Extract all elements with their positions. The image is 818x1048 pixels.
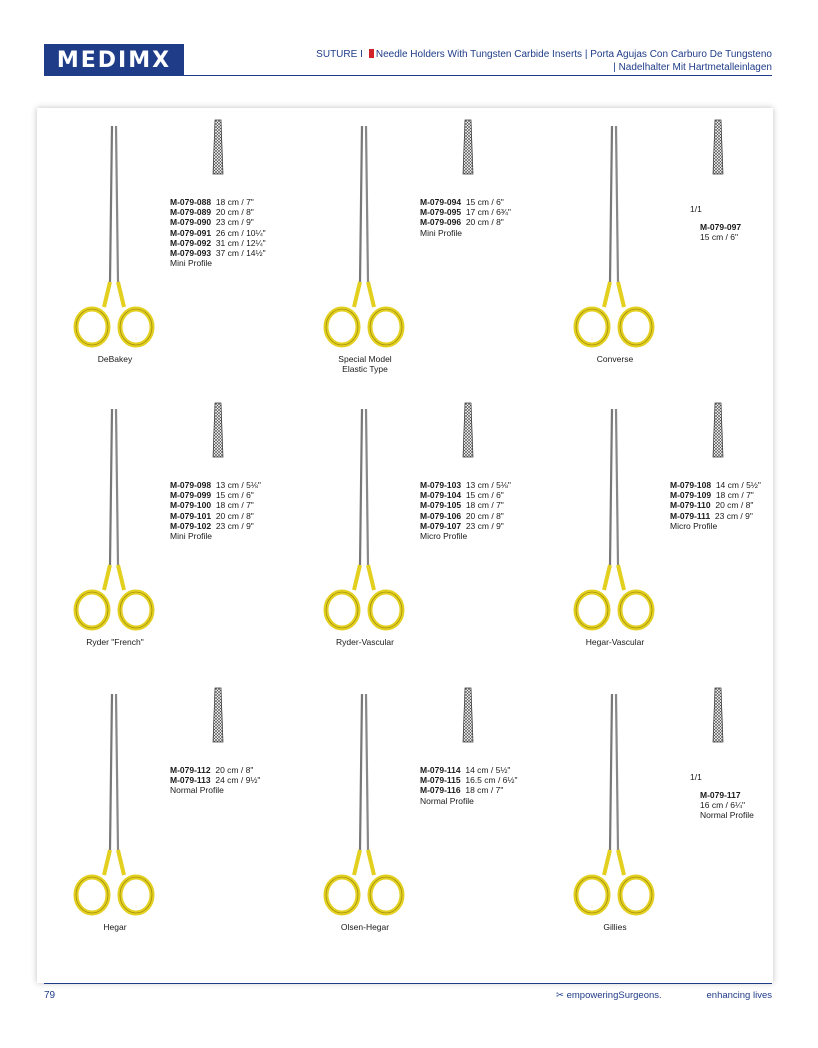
product-size: 18 cm / 7" <box>461 500 504 511</box>
jaw-insert-detail <box>460 118 476 183</box>
product-code: M-079-093 <box>170 248 212 259</box>
product-code-row <box>420 785 518 795</box>
product-code-row <box>420 197 511 207</box>
flag-icon <box>369 49 374 58</box>
product-size: 23 cm / 9" <box>211 217 254 228</box>
product-size: 17 cm / 6¾" <box>461 207 511 218</box>
product-code-row <box>170 765 260 775</box>
product-size: 20 cm / 8" <box>710 500 754 511</box>
instrument-name: Olsen-Hegar <box>340 922 390 932</box>
medimx-logo: MEDIMX <box>44 44 184 76</box>
product-code-row <box>420 500 511 510</box>
product-codes <box>670 480 761 531</box>
product-size: 14 cm / 5½" <box>460 765 511 775</box>
profile-label: Mini Profile <box>170 258 213 269</box>
product-code: M-079-094 <box>420 197 462 207</box>
profile-label: Micro Profile <box>420 531 468 542</box>
instrument-name: Converse <box>596 354 634 364</box>
product-size: 15 cm / 6" <box>461 490 504 501</box>
product-size: 14 cm / 5½" <box>711 480 761 490</box>
product-size: 20 cm / 8" <box>210 765 254 775</box>
product-codes <box>700 790 754 821</box>
profile-label: Normal Profile <box>700 810 754 821</box>
product-code-row <box>420 765 518 775</box>
product-code: M-079-098 <box>170 480 212 490</box>
profile-label: Mini Profile <box>170 531 213 542</box>
product-code-row <box>170 217 266 227</box>
instrument-name: Hegar <box>103 922 127 932</box>
product-codes <box>170 197 266 268</box>
jaw-insert-detail <box>460 401 476 466</box>
product-size: 23 cm / 9" <box>710 510 753 521</box>
product-code: M-079-109 <box>670 490 712 501</box>
needle-holder-illustration <box>320 690 410 925</box>
product-code-row <box>170 228 266 238</box>
product-code-row <box>170 238 266 248</box>
product-card <box>40 680 285 970</box>
product-size: 20 cm / 8" <box>461 510 504 521</box>
product-size: 18 cm / 7" <box>211 197 254 207</box>
product-code: M-079-110 <box>670 500 711 511</box>
product-codes <box>700 222 741 242</box>
product-codes <box>420 765 518 806</box>
scissors-icon: ✂ <box>556 990 564 1001</box>
footer-tagline-2: enhancing lives <box>706 990 772 1001</box>
product-card <box>290 112 535 402</box>
product-size: 37 cm / 14½" <box>211 248 266 259</box>
product-size: 15 cm / 6" <box>700 232 738 243</box>
product-code-row <box>170 500 261 510</box>
header-divider <box>44 75 772 76</box>
product-card <box>290 680 535 970</box>
product-code: M-079-091 <box>170 227 212 238</box>
header-title-1: Needle Holders With Tungsten Carbide Inserts | Porta Agujas Con Carburo De Tungsteno <box>375 49 772 60</box>
product-code-row <box>420 480 511 490</box>
product-code-row <box>170 511 261 521</box>
product-code-row <box>170 775 260 785</box>
jaw-insert-detail <box>210 118 226 183</box>
jaw-insert-detail <box>210 401 226 466</box>
product-code: M-079-106 <box>420 510 462 521</box>
product-code-row <box>670 490 761 500</box>
product-code: M-079-099 <box>170 490 212 501</box>
needle-holder-illustration <box>320 122 410 357</box>
jaw-insert-detail <box>210 686 226 751</box>
product-code: M-079-117 <box>700 790 741 800</box>
product-code-row <box>420 207 511 217</box>
jaw-insert-detail <box>710 401 726 466</box>
product-size: 24 cm / 9½" <box>210 775 261 786</box>
profile-label: Normal Profile <box>420 795 474 806</box>
product-code-row <box>170 248 266 258</box>
product-code-row <box>700 790 754 800</box>
product-code: M-079-092 <box>170 237 212 248</box>
product-codes <box>420 480 511 541</box>
product-card <box>290 395 535 685</box>
product-codes <box>170 480 261 541</box>
product-code: M-079-112 <box>170 765 211 775</box>
product-code: M-079-095 <box>420 207 462 218</box>
scale-label: 1/1 <box>690 204 702 214</box>
product-code: M-079-101 <box>170 510 212 521</box>
product-code: M-079-097 <box>700 222 742 232</box>
product-code-row <box>420 511 511 521</box>
product-size: 23 cm / 9" <box>211 520 254 531</box>
product-code: M-079-090 <box>170 217 212 228</box>
product-card <box>540 112 785 402</box>
product-code: M-079-111 <box>670 510 711 521</box>
product-code-row <box>420 217 511 227</box>
instrument-name: Special Model Elastic Type <box>338 354 392 374</box>
product-size: 18 cm / 7" <box>711 490 754 501</box>
product-size: 15 cm / 6" <box>211 490 254 501</box>
needle-holder-illustration <box>570 690 660 925</box>
product-card <box>540 395 785 685</box>
product-code: M-079-089 <box>170 207 212 218</box>
product-codes <box>420 197 511 238</box>
footer-tagline-1: ✂ empoweringSurgeons. <box>556 990 662 1001</box>
product-size: 20 cm / 8" <box>211 510 254 521</box>
product-code-row <box>170 521 261 531</box>
instrument-name: Hegar-Vascular <box>585 637 645 647</box>
product-code-row <box>170 480 261 490</box>
product-size: 18 cm / 7" <box>211 500 254 511</box>
product-size: 20 cm / 8" <box>211 207 254 218</box>
instrument-name: DeBakey <box>97 354 133 364</box>
product-code-row <box>170 490 261 500</box>
product-code: M-079-102 <box>170 520 212 531</box>
product-code-row <box>420 775 518 785</box>
product-code-row <box>670 500 761 510</box>
product-code: M-079-096 <box>420 217 462 228</box>
profile-label: Micro Profile <box>670 520 718 531</box>
product-code: M-079-105 <box>420 500 462 511</box>
product-code-row <box>670 511 761 521</box>
product-code: M-079-104 <box>420 490 462 501</box>
product-card <box>40 395 285 685</box>
page-number: 79 <box>44 990 56 1001</box>
instrument-name: Gillies <box>603 922 627 932</box>
product-size: 16.5 cm / 6½" <box>460 775 518 786</box>
page-header <box>212 48 772 74</box>
instrument-name: Ryder-Vascular <box>336 637 394 647</box>
needle-holder-illustration <box>70 122 160 357</box>
product-code: M-079-116 <box>420 785 461 796</box>
product-size: 13 cm / 5⅛" <box>211 480 261 490</box>
product-code-row <box>170 207 266 217</box>
product-code: M-079-103 <box>420 480 462 490</box>
product-code-row <box>670 480 761 490</box>
needle-holder-illustration <box>70 690 160 925</box>
jaw-insert-detail <box>710 686 726 751</box>
jaw-insert-detail <box>710 118 726 183</box>
product-size: 20 cm / 8" <box>461 217 504 228</box>
product-codes <box>170 765 260 796</box>
footer-divider <box>44 983 772 984</box>
product-size: 13 cm / 5⅛" <box>461 480 511 490</box>
product-card <box>40 112 285 402</box>
product-code: M-079-088 <box>170 197 212 207</box>
product-size: 16 cm / 6¼" <box>700 800 746 811</box>
profile-label: Mini Profile <box>420 227 463 238</box>
product-code-row <box>170 197 266 207</box>
needle-holder-illustration <box>70 405 160 640</box>
product-size: 26 cm / 10¼" <box>211 227 266 238</box>
product-code: M-079-115 <box>420 775 461 786</box>
needle-holder-illustration <box>570 405 660 640</box>
scale-label: 1/1 <box>690 772 702 782</box>
jaw-insert-detail <box>460 686 476 751</box>
product-code-row <box>700 222 741 232</box>
product-code: M-079-108 <box>670 480 712 490</box>
header-title-2: | Nadelhalter Mit Hartmetalleinlagen <box>613 62 772 73</box>
needle-holder-illustration <box>570 122 660 357</box>
product-size: 31 cm / 12¼" <box>211 237 266 248</box>
product-code: M-079-114 <box>420 765 461 775</box>
product-code: M-079-113 <box>170 775 211 786</box>
section-label: SUTURE I <box>316 49 363 60</box>
product-size: 18 cm / 7" <box>460 785 504 796</box>
product-card <box>540 680 785 970</box>
needle-holder-illustration <box>320 405 410 640</box>
profile-label: Normal Profile <box>170 785 224 796</box>
product-code: M-079-100 <box>170 500 212 511</box>
product-code-row <box>420 521 511 531</box>
product-code-row <box>420 490 511 500</box>
product-size: 23 cm / 9" <box>461 520 504 531</box>
instrument-name: Ryder "French" <box>86 637 144 647</box>
product-size: 15 cm / 6" <box>461 197 504 207</box>
product-code: M-079-107 <box>420 520 462 531</box>
